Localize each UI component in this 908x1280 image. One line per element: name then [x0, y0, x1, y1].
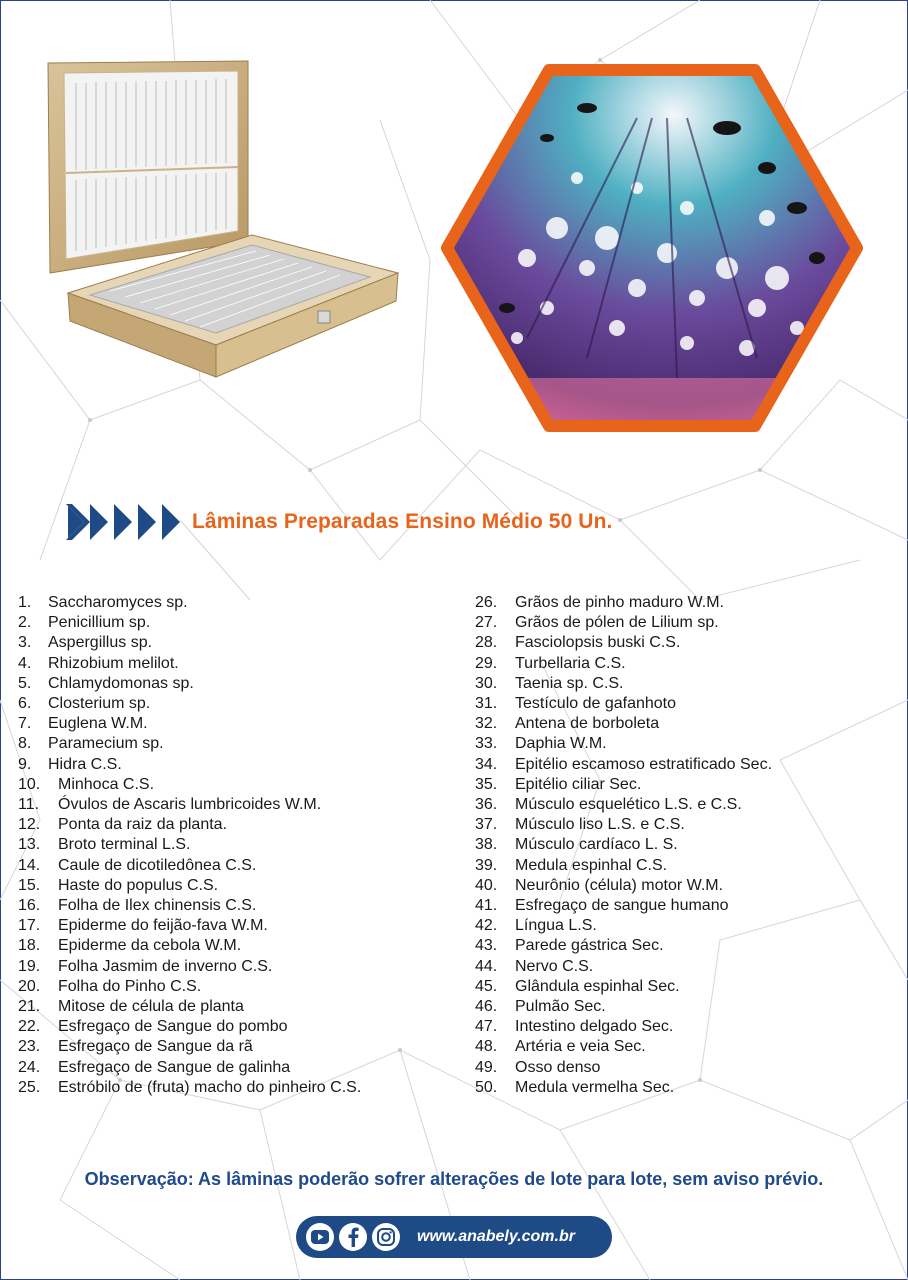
list-item [475, 734, 895, 754]
item-number: 47. [475, 1018, 498, 1036]
item-text: Taenia sp. C.S. [515, 674, 624, 692]
item-text: Grãos de pinho maduro W.M. [515, 594, 724, 611]
item-text: Turbellaria C.S. [515, 654, 626, 672]
item-text: Caule de dicotiledônea C.S. [58, 856, 257, 874]
list-item [475, 916, 895, 936]
list-item [475, 896, 895, 916]
list-item [18, 694, 468, 714]
list-item [18, 997, 468, 1017]
list-item [18, 714, 468, 734]
observation-note: Observação: As lâminas poderão sofrer alterações de lote para lote, sem aviso prévio. [84, 1169, 824, 1189]
list-item [18, 957, 468, 977]
item-text: Ponta da raiz da planta. [58, 816, 228, 834]
item-number: 49. [475, 1058, 498, 1076]
item-number: 13. [18, 836, 41, 854]
list-item [18, 795, 468, 815]
list-item [475, 997, 895, 1017]
list-item [475, 714, 895, 734]
item-text: Antena de borboleta [515, 715, 660, 733]
item-number: 25. [18, 1078, 41, 1096]
slide-list-left [18, 593, 468, 1098]
item-text: Folha do Pinho C.S. [58, 977, 202, 995]
item-number: 38. [475, 836, 498, 854]
list-item [475, 755, 895, 775]
list-item [475, 633, 895, 653]
item-number: 40. [475, 876, 498, 894]
footer-contact-pill [296, 1216, 612, 1258]
list-item [18, 856, 468, 876]
list-item [18, 815, 468, 835]
item-number: 11. [18, 796, 40, 814]
item-number: 12. [18, 816, 41, 834]
item-text: Pulmão Sec. [515, 998, 606, 1016]
list-item [475, 1058, 895, 1078]
item-number: 24. [18, 1058, 41, 1076]
item-text: Mitose de célula de planta [58, 998, 244, 1016]
item-number: 6. [18, 695, 32, 713]
item-text: Medula espinhal C.S. [515, 856, 668, 874]
item-text: Esfregaço de sangue humano [515, 897, 729, 915]
item-text: Esfregaço de Sangue da rã [58, 1038, 253, 1056]
item-number: 15. [18, 876, 41, 894]
item-number: 20. [18, 977, 41, 995]
microscope-tissue-image [437, 58, 867, 438]
list-item [18, 916, 468, 936]
item-text: Estróbilo de (fruta) macho do pinheiro C.S. [58, 1078, 362, 1096]
item-number: 3. [18, 634, 32, 652]
item-text: Epitélio escamoso estratificado Sec. [515, 755, 773, 773]
list-item [475, 613, 895, 633]
item-number: 16. [18, 897, 41, 915]
item-number: 50. [475, 1078, 498, 1096]
list-item [18, 977, 468, 997]
item-text: Nervo C.S. [515, 957, 594, 975]
item-text: Aspergillus sp. [48, 634, 153, 652]
item-number: 4. [18, 654, 32, 672]
list-item [475, 815, 895, 835]
section-title-row [66, 500, 886, 544]
list-item [18, 775, 468, 795]
item-text: Epiderme do feijão-fava W.M. [58, 917, 268, 935]
item-text: Epitélio ciliar Sec. [515, 775, 642, 793]
item-number: 36. [475, 796, 498, 814]
list-item [18, 896, 468, 916]
item-text: Euglena W.M. [48, 715, 148, 733]
list-item [475, 835, 895, 855]
list-item [18, 755, 468, 775]
item-number: 17. [18, 917, 41, 935]
item-text: Grãos de pólen de Lilium sp. [515, 614, 719, 632]
instagram-icon[interactable] [372, 1223, 400, 1251]
item-text: Folha Jasmim de inverno C.S. [58, 957, 273, 975]
item-text: Fasciolopsis buski C.S. [515, 634, 681, 652]
list-item [18, 1037, 468, 1057]
list-item [475, 593, 895, 613]
list-item [18, 654, 468, 674]
facebook-icon[interactable] [339, 1223, 367, 1251]
item-number: 19. [18, 957, 41, 975]
item-number: 5. [18, 674, 32, 692]
item-text: Intestino delgado Sec. [515, 1018, 674, 1036]
list-item [475, 1037, 895, 1057]
list-item [475, 876, 895, 896]
item-number: 22. [18, 1018, 41, 1036]
item-number: 27. [475, 614, 498, 632]
item-text: Saccharomyces sp. [48, 594, 188, 611]
list-item [475, 775, 895, 795]
item-text: Closterium sp. [48, 695, 151, 713]
item-number: 9. [18, 755, 32, 773]
page-title: Lâminas Preparadas Ensino Médio 50 Un. [192, 510, 613, 533]
item-number: 18. [18, 937, 41, 955]
list-item [475, 957, 895, 977]
item-number: 35. [475, 775, 498, 793]
item-text: Esfregaço de Sangue do pombo [58, 1018, 288, 1036]
item-number: 29. [475, 654, 498, 672]
item-text: Músculo liso L.S. e C.S. [515, 816, 685, 834]
list-item [18, 593, 468, 613]
list-item [475, 936, 895, 956]
item-text: Broto terminal L.S. [58, 836, 191, 854]
item-number: 44. [475, 957, 498, 975]
item-text: Haste do populus C.S. [58, 876, 219, 894]
list-item [18, 734, 468, 754]
item-text: Medula vermelha Sec. [515, 1078, 675, 1096]
list-item [18, 835, 468, 855]
item-number: 30. [475, 674, 498, 692]
list-item [475, 1017, 895, 1037]
item-text: Paramecium sp. [48, 735, 164, 753]
slide-box-illustration [20, 55, 405, 390]
item-text: Língua L.S. [515, 917, 597, 935]
list-item [18, 1078, 468, 1098]
list-item [18, 1017, 468, 1037]
list-item [18, 674, 468, 694]
item-text: Neurônio (célula) motor W.M. [515, 876, 724, 894]
item-text: Músculo cardíaco L. S. [515, 836, 678, 854]
item-number: 42. [475, 917, 498, 935]
item-text: Hidra C.S. [48, 755, 122, 773]
item-number: 7. [18, 715, 32, 733]
item-number: 2. [18, 614, 32, 632]
item-number: 39. [475, 856, 498, 874]
item-text: Penicillium sp. [48, 614, 151, 632]
item-number: 43. [475, 937, 498, 955]
item-number: 45. [475, 977, 498, 995]
item-text: Rhizobium melilot. [48, 654, 179, 672]
slide-list-right [475, 593, 895, 1098]
website-link[interactable]: www.anabely.com.br [417, 1228, 575, 1245]
chevron-arrows-icon [66, 502, 182, 542]
item-number: 28. [475, 634, 498, 652]
item-text: Epiderme da cebola W.M. [58, 937, 242, 955]
item-number: 46. [475, 998, 498, 1016]
list-item [475, 654, 895, 674]
item-number: 21. [18, 998, 41, 1016]
item-number: 48. [475, 1038, 498, 1056]
list-item [18, 1058, 468, 1078]
item-text: Glândula espinhal Sec. [515, 977, 680, 995]
list-item [475, 977, 895, 997]
item-text: Artéria e veia Sec. [515, 1038, 646, 1056]
item-number: 8. [18, 735, 32, 753]
item-number: 33. [475, 735, 498, 753]
item-text: Testículo de gafanhoto [515, 695, 677, 713]
item-number: 10. [18, 775, 41, 793]
list-item [18, 876, 468, 896]
item-text: Folha de Ilex chinensis C.S. [58, 897, 257, 915]
list-item [475, 694, 895, 714]
item-text: Óvulos de Ascaris lumbricoides W.M. [58, 796, 322, 814]
item-text: Minhoca C.S. [58, 775, 155, 793]
item-text: Chlamydomonas sp. [48, 674, 194, 692]
item-text: Parede gástrica Sec. [515, 937, 664, 955]
item-number: 41. [475, 897, 498, 915]
item-number: 32. [475, 715, 498, 733]
item-number: 23. [18, 1038, 41, 1056]
item-number: 31. [475, 695, 498, 713]
list-item [18, 613, 468, 633]
item-number: 26. [475, 594, 498, 611]
list-item [18, 936, 468, 956]
item-text: Músculo esquelético L.S. e C.S. [515, 796, 742, 814]
youtube-icon[interactable] [306, 1223, 334, 1251]
item-number: 14. [18, 856, 41, 874]
item-text: Esfregaço de Sangue de galinha [58, 1058, 291, 1076]
list-item [475, 1078, 895, 1098]
item-text: Daphia W.M. [515, 735, 607, 753]
item-number: 37. [475, 816, 498, 834]
list-item [475, 674, 895, 694]
item-text: Osso denso [515, 1058, 601, 1076]
item-number: 1. [18, 594, 32, 611]
item-number: 34. [475, 755, 498, 773]
list-item [18, 633, 468, 653]
list-item [475, 795, 895, 815]
list-item [475, 856, 895, 876]
